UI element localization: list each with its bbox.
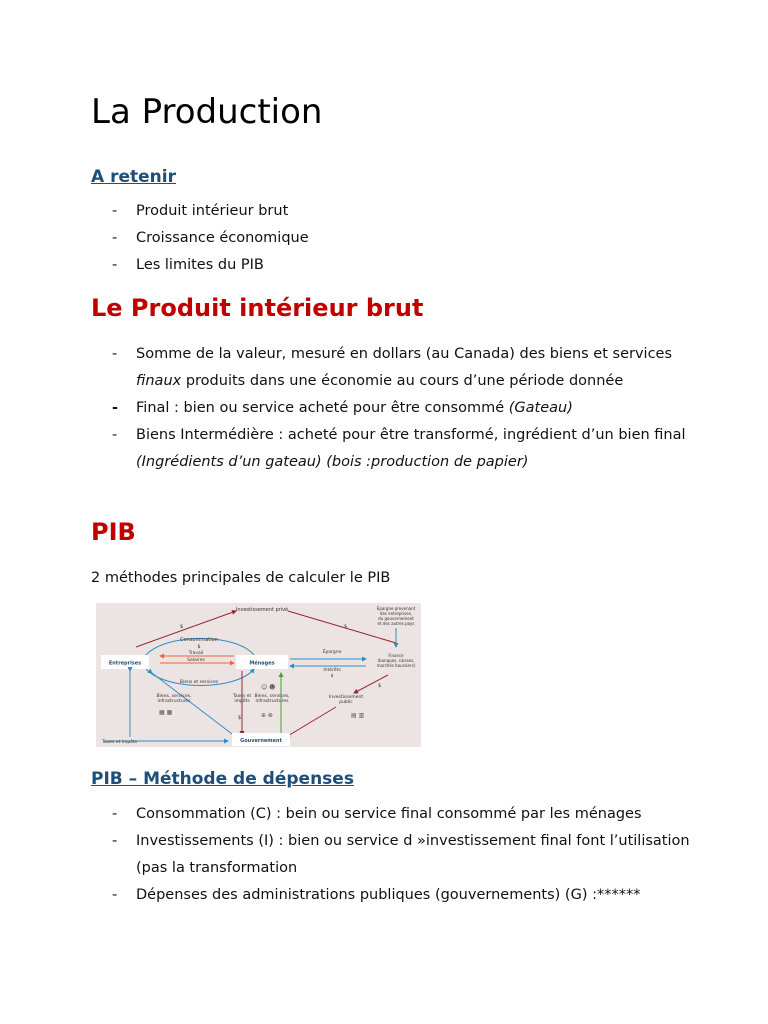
vehicle-icon: ▤ ▥ bbox=[351, 712, 365, 719]
pib-intro: 2 méthodes principales de calculer le PIB bbox=[91, 570, 391, 586]
diagram-label-taxes-impots-mid bbox=[232, 693, 252, 704]
diagram-label-consommation: Consommation bbox=[180, 637, 218, 643]
diagram-label-taxes-impots-bottom: Taxes et impôts bbox=[102, 740, 138, 745]
pib-definition-list bbox=[91, 341, 691, 476]
dollar-label: $ bbox=[378, 683, 382, 689]
list-item: - Final : bien ou service acheté pour être consommé (Gateau) bbox=[91, 395, 691, 422]
depenses-list bbox=[91, 801, 691, 909]
people-icon: ☺ ☻ bbox=[261, 684, 276, 691]
diagram-label-biens-services: Biens et services bbox=[179, 680, 219, 685]
dollar-label: $ bbox=[330, 674, 334, 679]
diagram-label-epargne-provenant bbox=[377, 606, 416, 626]
dollar-label: $ bbox=[180, 624, 184, 630]
list-item: - Produit intérieur brut bbox=[91, 198, 691, 225]
flow-arrow bbox=[286, 707, 336, 737]
svg-text:impôts: impôts bbox=[234, 699, 250, 704]
dollar-label: $ bbox=[344, 624, 348, 630]
svg-text:(banques, caisses,: (banques, caisses, bbox=[377, 658, 415, 663]
diagram-label-biens-infra-mid bbox=[254, 693, 289, 704]
svg-text:public: public bbox=[339, 700, 353, 705]
svg-text:Finance: Finance bbox=[388, 653, 404, 658]
svg-text:Épargne provenant: Épargne provenant bbox=[376, 606, 416, 611]
diagram-label-salaires: Salaires bbox=[187, 658, 205, 663]
svg-text:infrastructures: infrastructures bbox=[255, 699, 289, 704]
diagram-label-investissement-prive: Investissement privé bbox=[235, 607, 289, 613]
pib-heading: PIB bbox=[91, 518, 136, 546]
list-item: - Les limites du PIB bbox=[91, 252, 691, 279]
circular-flow-diagram bbox=[96, 603, 421, 747]
diagram-label-entreprises: Entreprises bbox=[108, 660, 142, 667]
diagram-label-menages: Ménages bbox=[249, 660, 275, 667]
svg-text:du gouvernement: du gouvernement bbox=[378, 616, 414, 621]
dollar-label: $ bbox=[238, 715, 242, 721]
diagram-label-finance bbox=[377, 653, 416, 668]
list-item: - Investissements (I) : bien ou service d »investissement final font l’utilisation (pas la transformation bbox=[91, 828, 691, 882]
a-retenir-list bbox=[91, 198, 691, 279]
svg-text:et des autres pays: et des autres pays bbox=[377, 621, 415, 626]
diagram-label-investissement-public bbox=[329, 694, 363, 705]
page-title: La Production bbox=[91, 92, 323, 132]
diagram-label-travail: Travail bbox=[188, 651, 204, 656]
svg-text:infrastructures: infrastructures bbox=[157, 699, 191, 704]
svg-text:marchés boursiers): marchés boursiers) bbox=[376, 663, 416, 668]
svg-text:Investissement: Investissement bbox=[328, 695, 364, 700]
list-item: - Dépenses des administrations publiques (gouvernements) (G) :****** bbox=[91, 882, 691, 909]
building-icon: ▦ ▦ bbox=[159, 709, 173, 716]
diagram-label-epargne: Épargne bbox=[322, 650, 342, 655]
diagram-label-biens-infra-left bbox=[156, 693, 191, 704]
svg-text:Biens, services,: Biens, services, bbox=[156, 694, 192, 699]
svg-text:des entreprises,: des entreprises, bbox=[379, 611, 413, 616]
services-icon: ⊕ ⊗ bbox=[261, 712, 273, 719]
pib-definition-heading: Le Produit intérieur brut bbox=[91, 294, 424, 322]
a-retenir-heading: A retenir bbox=[91, 167, 176, 187]
depenses-heading: PIB – Méthode de dépenses bbox=[91, 769, 354, 789]
list-item: - Somme de la valeur, mesuré en dollars (au Canada) des biens et services finaux produits dans une économie au cours d’une période donnée bbox=[91, 341, 691, 395]
flow-arrow bbox=[354, 675, 388, 693]
svg-text:Biens, services,: Biens, services, bbox=[254, 694, 290, 699]
list-item: - Consommation (C) : bein ou service final consommé par les ménages bbox=[91, 801, 691, 828]
list-item: - Croissance économique bbox=[91, 225, 691, 252]
list-item: - Biens Intermédière : acheté pour être transformé, ingrédient d’un bien final (Ingrédients d’un gateau) (bois :production de papier) bbox=[91, 422, 691, 476]
dollar-label: $ bbox=[197, 644, 201, 650]
svg-text:Taxes et: Taxes et bbox=[232, 694, 252, 699]
diagram-label-interets: Intérêts bbox=[323, 668, 341, 673]
diagram-label-gouvernement: Gouvernement bbox=[240, 738, 282, 744]
